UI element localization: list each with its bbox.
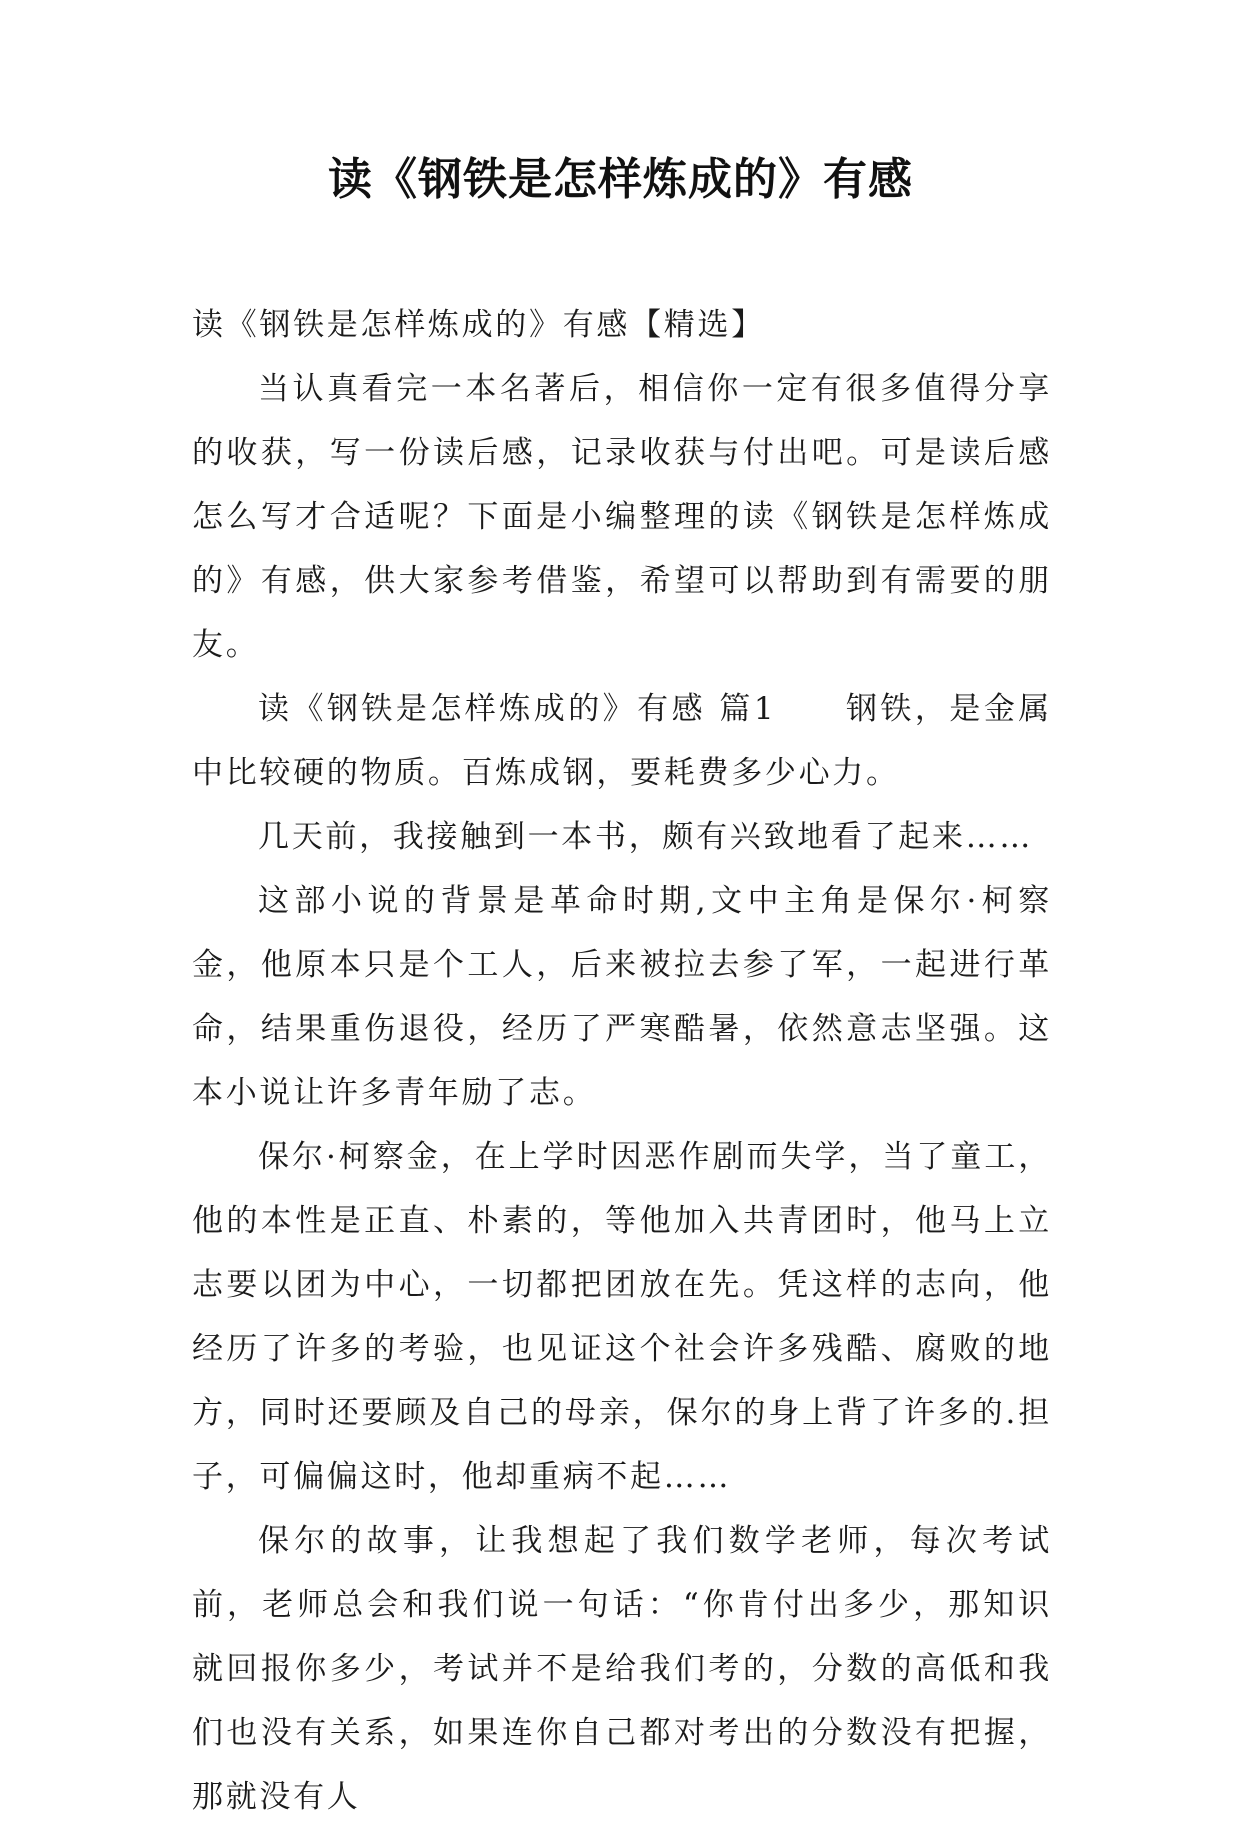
document-body (192, 293, 1052, 1829)
paragraph-intro: 当认真看完一本名著后，相信你一定有很多值得分享的收获，写一份读后感，记录收获与付出吧。可是读后感怎么写才合适呢？下面是小编整理的读《钢铁是怎样炼成的》有感，供大家参考借鉴，希望可以帮助到有需要的朋友。 (192, 371, 1052, 663)
subtitle-line: 读《钢铁是怎样炼成的》有感【精选】 (192, 307, 765, 343)
paragraph-background: 这部小说的背景是革命时期,文中主角是保尔·柯察金，他原本只是个工人，后来被拉去参了军，一起进行革命，结果重伤退役，经历了严寒酷暑，依然意志坚强。这本小说让许多青年励了志。 (192, 883, 1052, 1111)
paragraph-teacher: 保尔的故事，让我想起了我们数学老师，每次考试前，老师总会和我们说一句话：“你肯付出多少，那知识就回报你多少，考试并不是给我们考的，分数的高低和我们也没有关系，如果连你自己都对考出的分数没有把握，那就没有人 (192, 1523, 1052, 1815)
document-title: 读《钢铁是怎样炼成的》有感 (328, 154, 913, 205)
paragraph-book-encounter: 几天前，我接触到一本书，颇有兴致地看了起来…… (258, 819, 1034, 855)
paragraph-paul: 保尔·柯察金，在上学时因恶作剧而失学，当了童工，他的本性是正直、朴素的，等他加入共青团时，他马上立志要以团为中心，一切都把团放在先。凭这样的志向，他经历了许多的考验，也见证这个社会许多残酷、腐败的地方，同时还要顾及自己的母亲，保尔的身上背了许多的.担子，可偏偏这时，他却重病不起…… (192, 1139, 1052, 1495)
paragraph-section-1: 读《钢铁是怎样炼成的》有感 篇1 钢铁，是金属中比较硬的物质。百炼成钢，要耗费多少心力。 (192, 691, 1052, 791)
